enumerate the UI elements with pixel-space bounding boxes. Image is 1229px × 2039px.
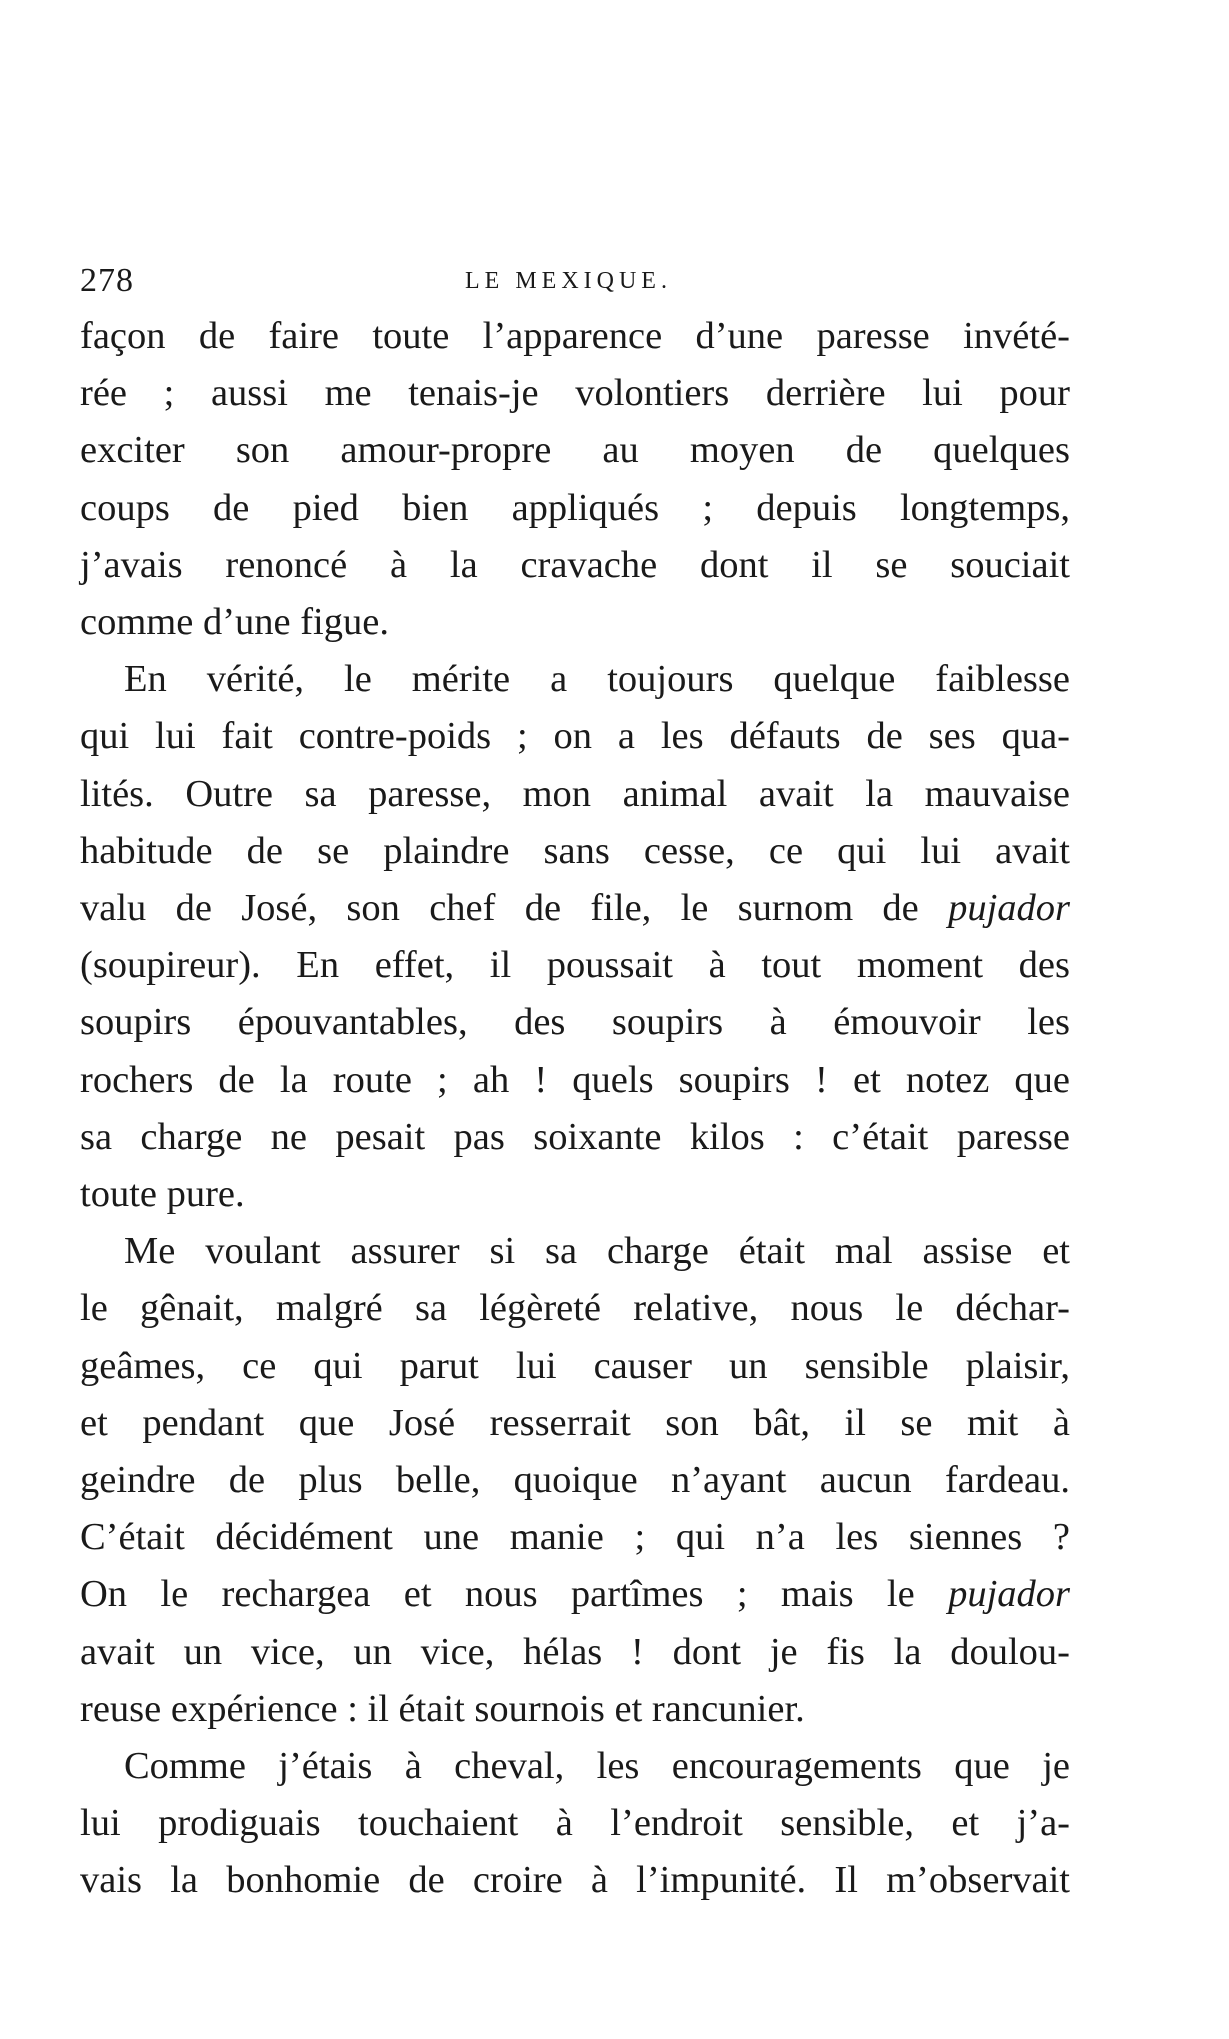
text-line: qui lui fait contre-poids ; on a les défauts de ses qua- <box>80 715 1070 758</box>
running-head <box>80 262 1080 302</box>
text-line: rée ; aussi me tenais-je volontiers derrière lui pour <box>80 372 1070 415</box>
page-number: 278 <box>80 262 134 299</box>
text-line: vais la bonhomie de croire à l’impunité. Il m’observait <box>80 1859 1070 1902</box>
text-line: En vérité, le mérite a toujours quelque faiblesse <box>124 658 1070 701</box>
paragraph-2 <box>80 651 1070 1223</box>
text-line: Comme j’étais à cheval, les encouragements que je <box>124 1745 1070 1788</box>
text-line: le gênait, malgré sa légèreté relative, nous le déchar- <box>80 1287 1070 1330</box>
text-line: lités. Outre sa paresse, mon animal avait la mauvaise <box>80 772 1070 815</box>
text-line: toute pure. <box>80 1173 245 1216</box>
text-line: exciter son amour-propre au moyen de quelques <box>80 429 1070 472</box>
text-line: habitude de se plaindre sans cesse, ce qui lui avait <box>80 829 1070 872</box>
running-title: LE MEXIQUE. <box>465 268 672 294</box>
italic-term: pujador <box>948 1573 1070 1616</box>
body-text <box>80 308 1070 1910</box>
text-line: geâmes, ce qui parut lui causer un sensible plaisir, <box>80 1344 1070 1387</box>
text-line: C’était décidément une manie ; qui n’a les siennes ? <box>80 1516 1070 1559</box>
paragraph-3 <box>80 1223 1070 1738</box>
text-line: sa charge ne pesait pas soixante kilos : c’était paresse <box>80 1115 1070 1158</box>
text-line: j’avais renoncé à la cravache dont il se souciait <box>80 543 1070 586</box>
text-line: rochers de la route ; ah ! quels soupirs ! et notez que <box>80 1058 1070 1101</box>
text-line: lui prodiguais touchaient à l’endroit sensible, et j’a- <box>80 1802 1070 1845</box>
text-line: avait un vice, un vice, hélas ! dont je fis la doulou- <box>80 1630 1070 1673</box>
text-line-with-italic <box>80 880 1070 937</box>
text-line-with-italic <box>80 1566 1070 1623</box>
paragraph-1 <box>80 308 1070 651</box>
text-line: façon de faire toute l’apparence d’une paresse invété- <box>80 315 1070 357</box>
text-line: (soupireur). En effet, il poussait à tout moment des <box>80 944 1070 987</box>
text-segment: On le rechargea et nous partîmes ; mais le <box>80 1573 949 1616</box>
text-line: soupirs épouvantables, des soupirs à émouvoir les <box>80 1001 1070 1044</box>
text-line: reuse expérience : il était sournois et rancunier. <box>80 1687 805 1730</box>
text-line: et pendant que José resserrait son bât, il se mit à <box>80 1401 1070 1444</box>
text-line: Me voulant assurer si sa charge était mal assise et <box>124 1230 1070 1273</box>
text-line: coups de pied bien appliqués ; depuis longtemps, <box>80 486 1070 529</box>
text-segment: valu de José, son chef de file, le surnom de <box>80 887 949 930</box>
italic-term: pujador <box>948 887 1070 930</box>
paragraph-4 <box>80 1738 1070 1910</box>
text-line: comme d’une figue. <box>80 601 389 644</box>
text-line: geindre de plus belle, quoique n’ayant aucun fardeau. <box>80 1459 1070 1502</box>
